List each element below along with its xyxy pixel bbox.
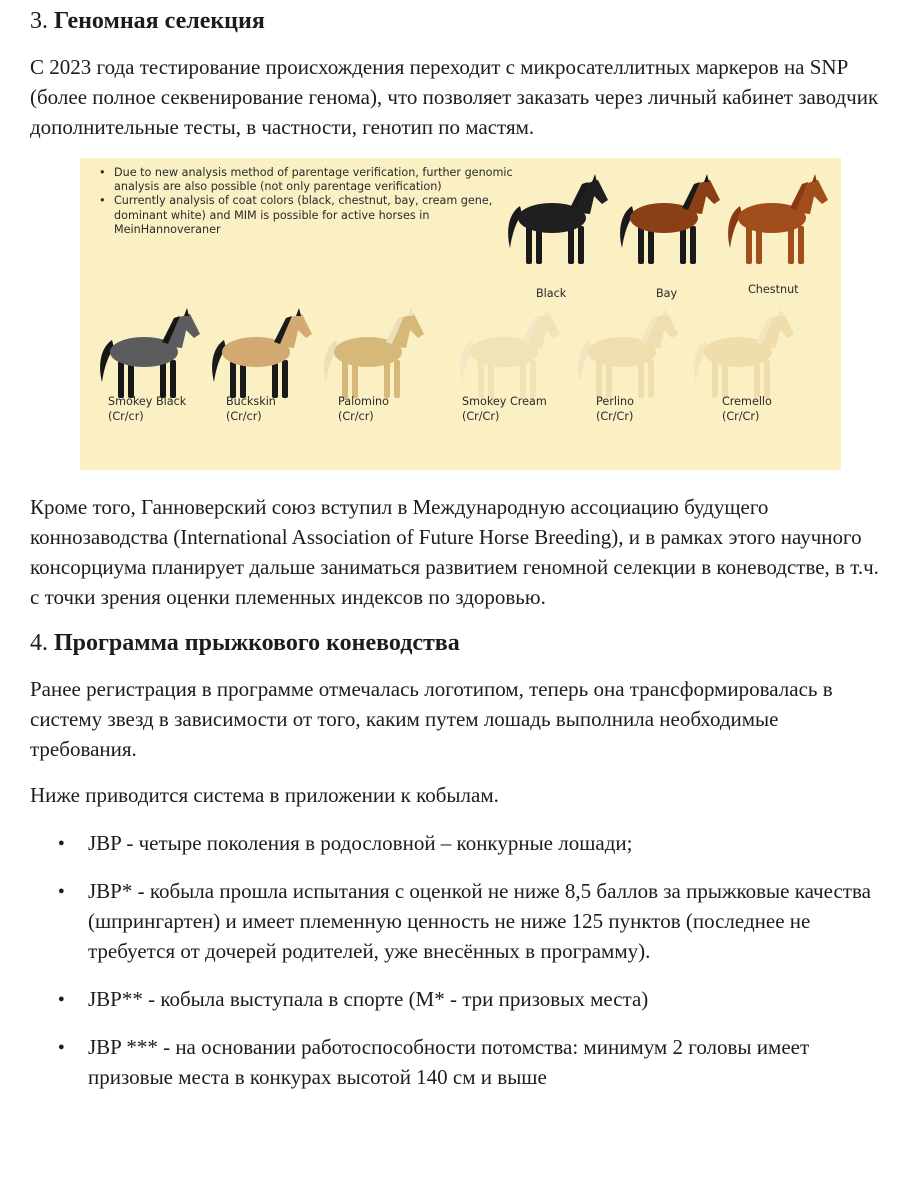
horse-genotype: (Cr/Cr) bbox=[462, 410, 500, 423]
figure-bullet: • Currently analysis of coat colors (black, chestnut, bay, cream gene, dominant white) and MIM is possible for active horses in MeinHannoveraner bbox=[94, 194, 514, 237]
horse-genotype: (Cr/Cr) bbox=[722, 410, 760, 423]
list-item: ● JBP* - кобыла прошла испытания с оценкой не ниже 8,5 баллов за прыжковые качества (шпрингартен) и имеет племенную ценность не ниже 125 пунктов (последнее не требуется от дочерей родителей, уже внесённых в программу). bbox=[58, 876, 888, 966]
horse-caption bbox=[226, 394, 276, 424]
section-3-paragraph-2: Кроме того, Ганноверский союз вступил в Международную ассоциацию будущего коннозаводства (International Association of Future Horse Breeding), и в рамках этого научного консорциума планирует дальше заниматься развитием геномной селекции в коневодстве, в т.ч. с точки зрения оценки племенных индексов по здоровью. bbox=[30, 495, 879, 609]
horse-caption bbox=[536, 286, 566, 301]
horse-silhouette-icon bbox=[612, 174, 724, 270]
horse-silhouette-icon bbox=[92, 308, 204, 404]
horse-smokey-cream bbox=[452, 308, 564, 423]
horse-cremello bbox=[686, 308, 798, 423]
horse-name: Buckskin bbox=[226, 395, 276, 408]
horse-caption bbox=[338, 394, 389, 424]
section-3-paragraph-1: С 2023 года тестирование происхождения переходит с микросателлитных маркеров на SNP (более полное секвенирование генома), что позволяет заказать через личный кабинет заводчик дополнительные тесты, в частности, генотип по мастям. bbox=[30, 55, 879, 139]
horse-silhouette-icon bbox=[204, 308, 316, 404]
section-3-title: Геномная селекция bbox=[54, 8, 265, 34]
horse-name: Palomino bbox=[338, 395, 389, 408]
horse-genotype: (Cr/cr) bbox=[338, 410, 374, 423]
horse-name: Chestnut bbox=[748, 283, 799, 296]
horse-caption bbox=[596, 394, 634, 424]
horse-buckskin bbox=[204, 308, 316, 423]
horse-palomino bbox=[316, 308, 428, 423]
section-4-number: 4. bbox=[30, 630, 48, 656]
article bbox=[0, 6, 918, 1200]
horse-silhouette-icon bbox=[570, 308, 682, 404]
horse-silhouette-icon bbox=[720, 174, 832, 270]
horse-bay bbox=[612, 174, 724, 300]
horse-name: Cremello bbox=[722, 395, 772, 408]
section-3-heading bbox=[30, 6, 888, 36]
horse-chestnut bbox=[720, 174, 832, 296]
horse-caption bbox=[656, 286, 677, 301]
horse-silhouette-icon bbox=[500, 174, 612, 270]
horse-silhouette-icon bbox=[452, 308, 564, 404]
jbp-list bbox=[58, 828, 888, 1092]
section-4-heading bbox=[30, 628, 888, 658]
horse-black bbox=[500, 174, 612, 300]
horse-name: Black bbox=[536, 287, 567, 300]
horse-caption bbox=[108, 394, 186, 424]
horse-genotype: (Cr/cr) bbox=[108, 410, 144, 423]
coat-color-figure bbox=[80, 158, 841, 470]
horse-name: Smokey Cream bbox=[462, 395, 547, 408]
section-4-paragraph-2: Ниже приводится система в приложении к кобылам. bbox=[30, 783, 499, 807]
horse-name: Perlino bbox=[596, 395, 634, 408]
horse-genotype: (Cr/cr) bbox=[226, 410, 262, 423]
list-item: ● JBP - четыре поколения в родословной – конкурные лошади; bbox=[58, 828, 888, 858]
figure-bullets bbox=[94, 166, 514, 237]
list-item: ● JBP** - кобыла выступала в спорте (M* - три призовых места) bbox=[58, 984, 888, 1014]
horse-genotype: (Cr/Cr) bbox=[596, 410, 634, 423]
list-item: ● JBP *** - на основании работоспособности потомства: минимум 2 головы имеет призовые места в конкурах высотой 140 см и выше bbox=[58, 1032, 888, 1092]
horse-name: Smokey Black bbox=[108, 395, 187, 408]
horse-caption bbox=[722, 394, 772, 424]
section-4-title: Программа прыжкового коневодства bbox=[54, 630, 460, 656]
section-4-paragraph-1: Ранее регистрация в программе отмечалась логотипом, теперь она трансформировалась в систему звезд в зависимости от того, каким путем лошадь выполнила необходимые требования. bbox=[30, 677, 833, 761]
horse-silhouette-icon bbox=[316, 308, 428, 404]
horse-caption bbox=[462, 394, 547, 424]
horse-smokey-black bbox=[92, 308, 204, 423]
horse-silhouette-icon bbox=[686, 308, 798, 404]
horse-caption bbox=[748, 282, 799, 297]
figure-bullet: • Due to new analysis method of parentage verification, further genomic analysis are also possible (not only parentage verification) bbox=[94, 166, 514, 194]
horse-name: Bay bbox=[656, 287, 678, 300]
horse-perlino bbox=[570, 308, 682, 423]
section-3-number: 3. bbox=[30, 8, 48, 34]
